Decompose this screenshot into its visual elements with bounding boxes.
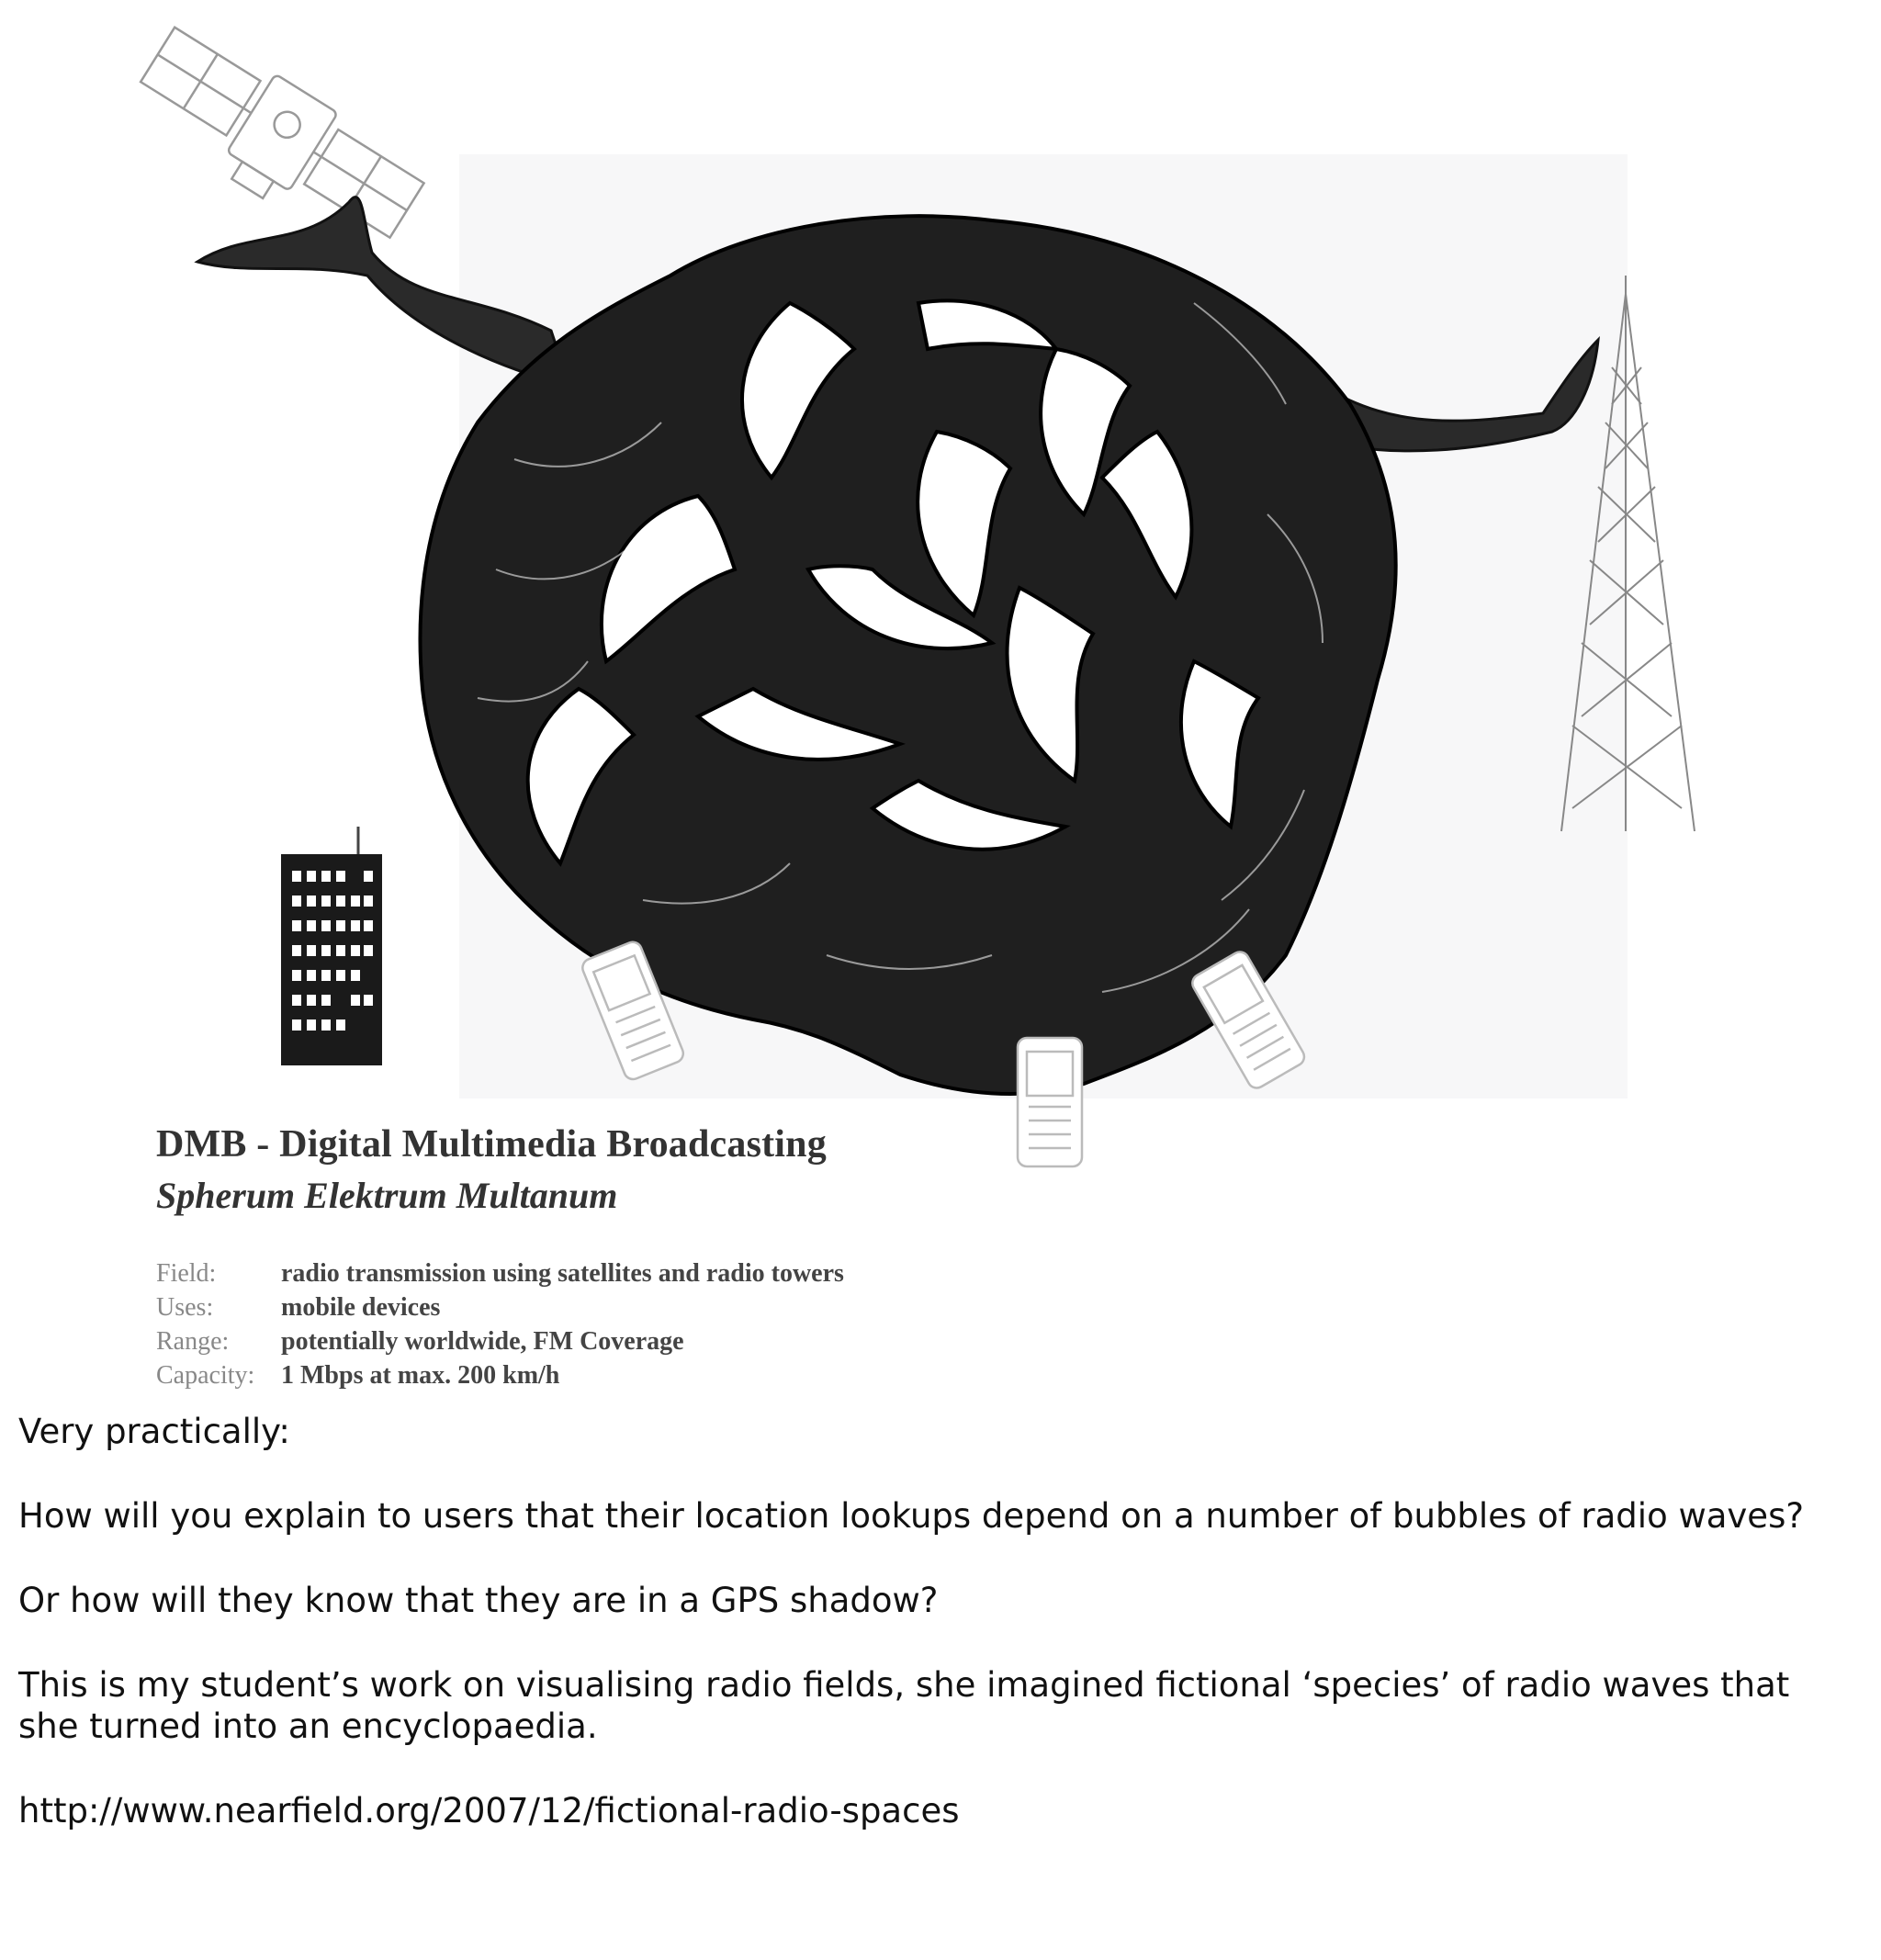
note-paragraph: This is my student’s work on visualising radio fields, she imagined fictional ‘species’ of radio waves that she turned into an encyclopaedia. bbox=[18, 1665, 1790, 1746]
spec-row bbox=[156, 1358, 844, 1392]
spec-value: 1 Mbps at max. 200 km/h bbox=[281, 1361, 560, 1390]
reference-link[interactable]: http://www.nearfield.org/2007/12/fictional-radio-spaces bbox=[18, 1791, 960, 1830]
spec-value: mobile devices bbox=[281, 1293, 441, 1322]
figure-caption bbox=[156, 1119, 844, 1392]
spec-row bbox=[156, 1256, 844, 1290]
spec-value: radio transmission using satellites and radio towers bbox=[281, 1259, 844, 1288]
note-paragraph: Very practically: bbox=[18, 1412, 290, 1451]
satellite-icon bbox=[123, 16, 432, 266]
spec-list bbox=[156, 1256, 844, 1392]
spec-key: Range: bbox=[156, 1327, 230, 1356]
spec-row bbox=[156, 1324, 844, 1358]
spec-key: Uses: bbox=[156, 1293, 214, 1322]
spec-key: Capacity: bbox=[156, 1361, 255, 1390]
spec-value: potentially worldwide, FM Coverage bbox=[281, 1327, 684, 1356]
note-paragraph: Or how will they know that they are in a GPS shadow? bbox=[18, 1581, 939, 1620]
mobile-phone-icon bbox=[1018, 1038, 1082, 1166]
note-paragraph: How will you explain to users that their location lookups depend on a number of bubbles of radio waves? bbox=[18, 1496, 1804, 1536]
figure-title: DMB - Digital Multimedia Broadcasting bbox=[156, 1123, 827, 1166]
spec-key: Field: bbox=[156, 1259, 217, 1288]
office-building-icon bbox=[281, 827, 382, 1065]
spec-row bbox=[156, 1290, 844, 1324]
speaker-notes bbox=[18, 1411, 1846, 1875]
figure-subtitle: Spherum Elektrum Multanum bbox=[156, 1175, 618, 1216]
